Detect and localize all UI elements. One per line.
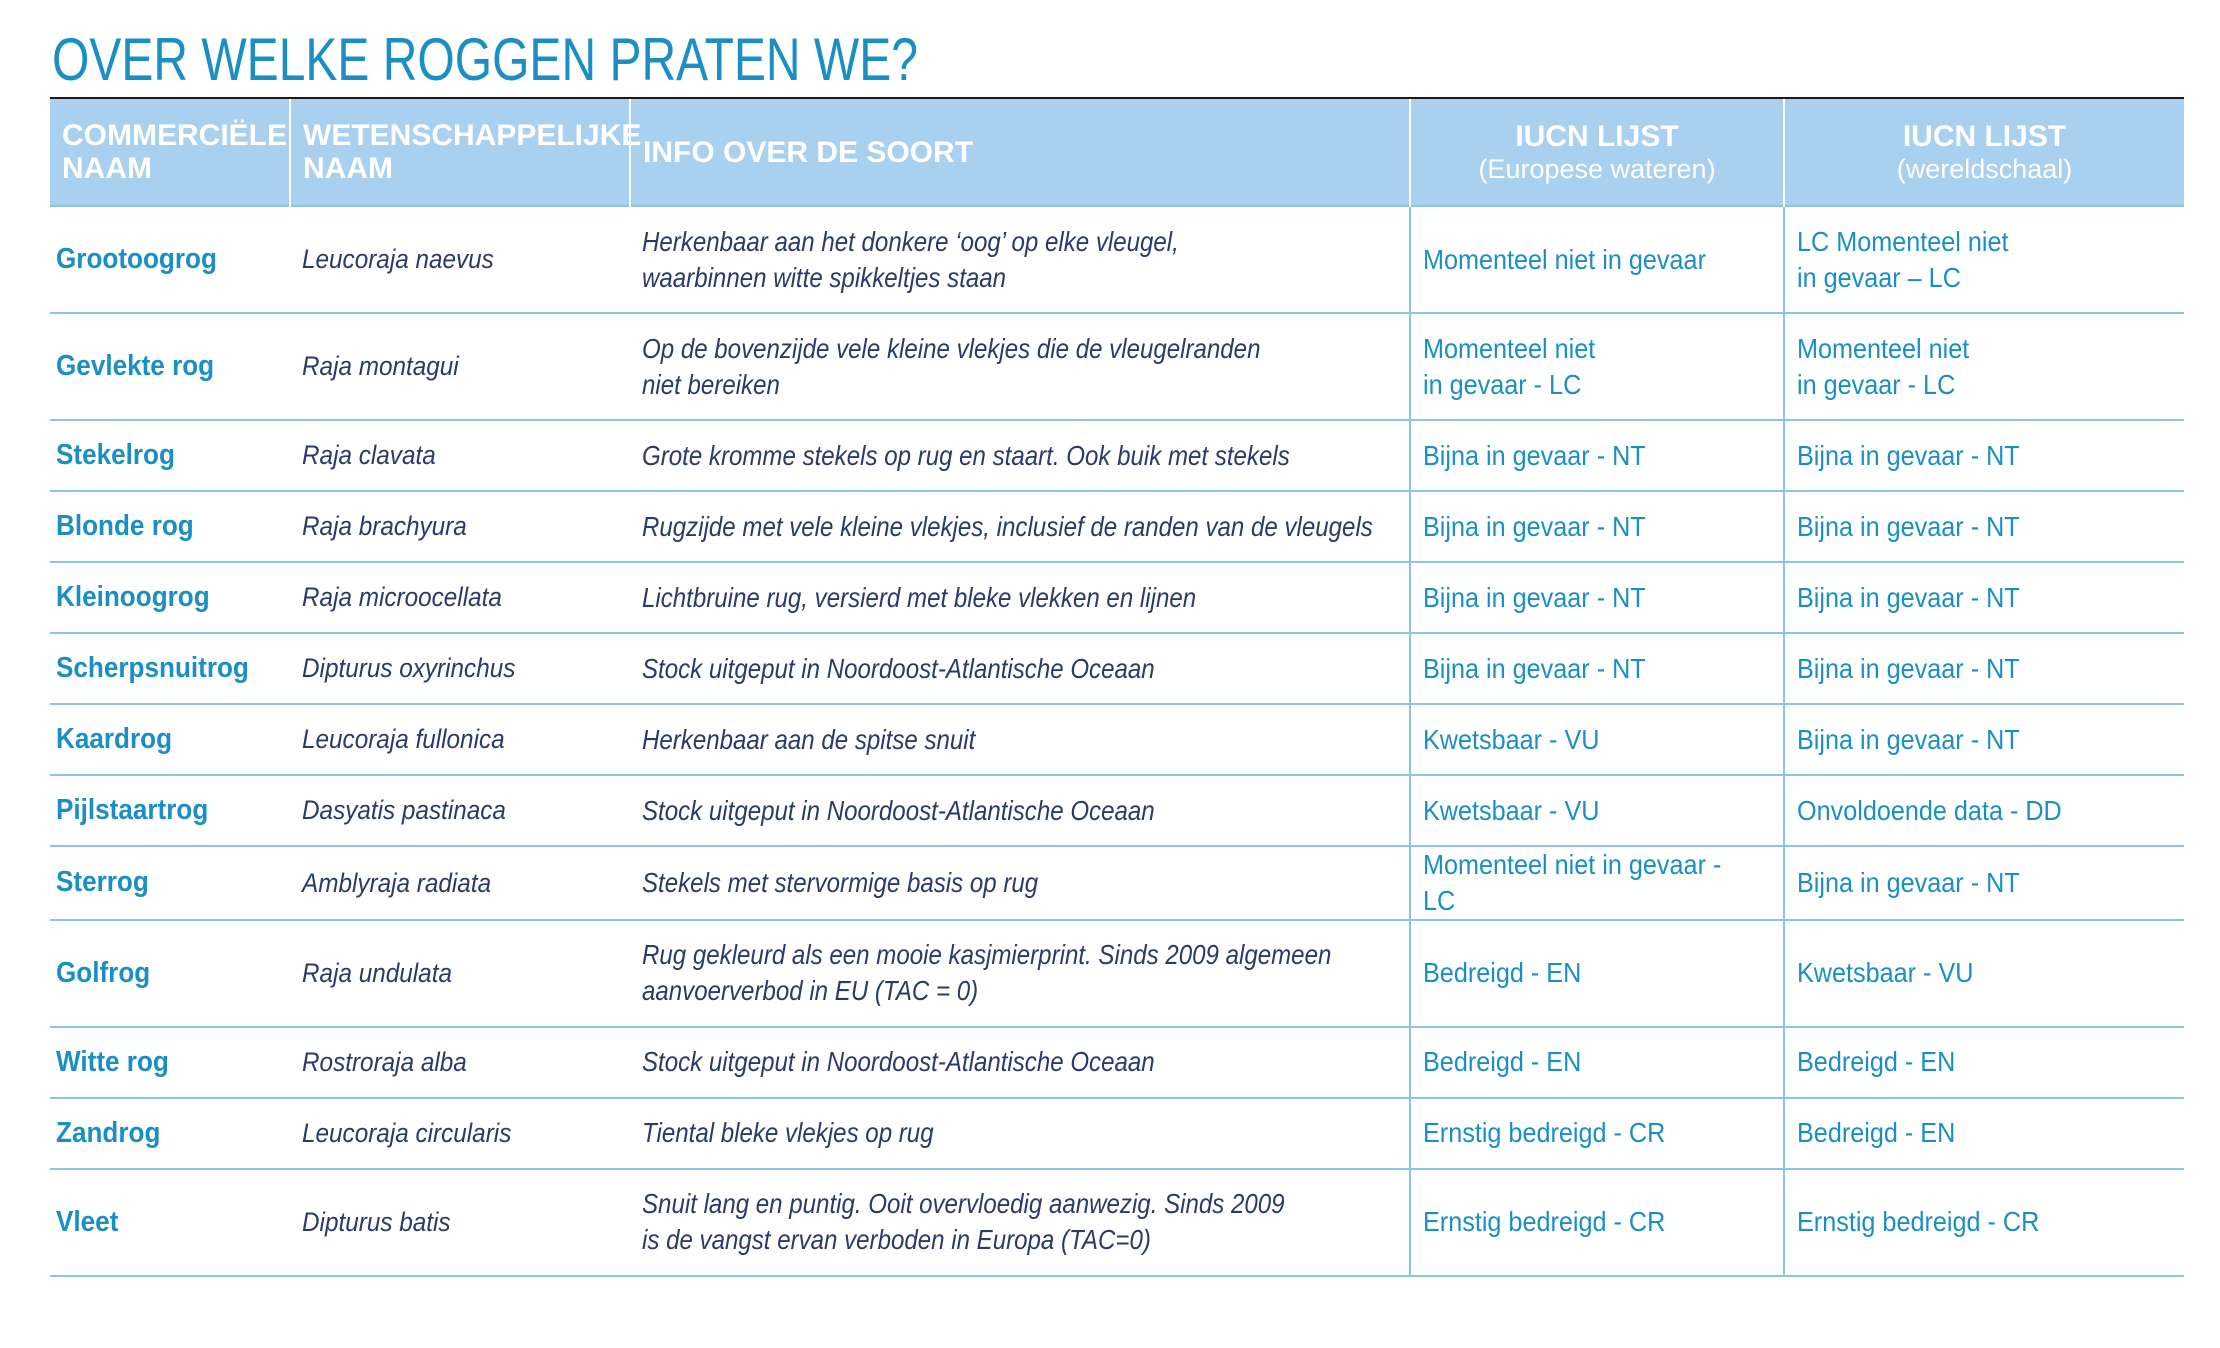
table-row (50, 206, 2184, 313)
iucn-world-cell (1784, 1098, 2184, 1169)
iucn-world-cell-text: Bijna in gevaar - NT (1797, 866, 2020, 898)
iucn-world-cell-text: Onvoldoende data - DD (1797, 794, 2062, 826)
iucn-europe-cell (1410, 1169, 1784, 1276)
header-species-info: INFO OVER DE SOORT (630, 99, 1410, 206)
commercial-name-cell (50, 633, 290, 704)
species-info-cell (630, 633, 1410, 704)
table-row (50, 704, 2184, 775)
species-info-cell (630, 491, 1410, 562)
iucn-world-cell (1784, 704, 2184, 775)
header-scientific-name: WETENSCHAPPELIJKE NAAM (290, 99, 630, 206)
commercial-name-cell (50, 1169, 290, 1276)
iucn-europe-cell (1410, 313, 1784, 420)
species-table (50, 99, 2184, 1277)
species-info-cell-text: Tiental bleke vlekjes op rug (642, 1117, 934, 1149)
iucn-europe-cell-text: Kwetsbaar - VU (1423, 794, 1600, 826)
commercial-name-cell (50, 562, 290, 633)
commercial-name-cell (50, 920, 290, 1027)
scientific-name-cell (290, 920, 630, 1027)
scientific-name-cell-text: Leucoraja fullonica (302, 724, 505, 755)
iucn-world-cell-text: Bijna in gevaar - NT (1797, 439, 2020, 471)
commercial-name-cell-text: Stekelrog (56, 438, 175, 471)
species-info-cell (630, 920, 1410, 1027)
species-info-cell (630, 206, 1410, 313)
iucn-world-cell (1784, 206, 2184, 313)
commercial-name-cell-text: Sterrog (56, 866, 149, 899)
iucn-europe-cell-text: Kwetsbaar - VU (1423, 723, 1600, 755)
table-row (50, 920, 2184, 1027)
species-info-cell (630, 1169, 1410, 1276)
table-row (50, 775, 2184, 846)
iucn-europe-cell-text: Bijna in gevaar - NT (1423, 581, 1646, 613)
scientific-name-cell-text: Leucoraja circularis (302, 1117, 512, 1148)
scientific-name-cell (290, 704, 630, 775)
commercial-name-cell-text: Kleinoogrog (56, 580, 210, 613)
iucn-europe-cell (1410, 1027, 1784, 1098)
iucn-europe-cell-text: Bedreigd - EN (1423, 957, 1582, 989)
scientific-name-cell (290, 206, 630, 313)
table-row (50, 1098, 2184, 1169)
commercial-name-cell (50, 775, 290, 846)
species-info-cell (630, 420, 1410, 491)
commercial-name-cell (50, 704, 290, 775)
species-info-cell-text: Grote kromme stekels op rug en staart. Ook buik met stekels (642, 439, 1290, 471)
table-row (50, 420, 2184, 491)
iucn-world-cell (1784, 491, 2184, 562)
scientific-name-cell-text: Dipturus batis (302, 1206, 451, 1237)
iucn-world-cell (1784, 1169, 2184, 1276)
scientific-name-cell (290, 313, 630, 420)
iucn-europe-cell (1410, 704, 1784, 775)
species-info-cell-text: Stock uitgeput in Noordoost-Atlantische Oceaan (642, 652, 1155, 684)
species-info-cell-text: Herkenbaar aan het donkere ‘oog’ op elke vleugel, waarbinnen witte spikkeltjes staan (642, 225, 1179, 293)
scientific-name-cell-text: Leucoraja naevus (302, 244, 494, 275)
commercial-name-cell (50, 1027, 290, 1098)
scientific-name-cell-text: Amblyraja radiata (302, 867, 492, 898)
commercial-name-cell-text: Gevlekte rog (56, 349, 215, 382)
species-info-cell-text: Rug gekleurd als een mooie kasjmierprint. Sinds 2009 algemeen aanvoerverbod in EU (TAC = 0) (642, 939, 1332, 1007)
species-info-cell (630, 313, 1410, 420)
scientific-name-cell (290, 775, 630, 846)
species-info-cell (630, 562, 1410, 633)
table-row (50, 491, 2184, 562)
iucn-europe-cell (1410, 491, 1784, 562)
commercial-name-cell-text: Grootoogrog (56, 242, 217, 275)
header-iucn-europe: IUCN LIJST (Europese wateren) (1410, 99, 1784, 206)
species-info-cell-text: Rugzijde met vele kleine vlekjes, inclusief de randen van de vleugels (642, 510, 1373, 542)
iucn-europe-cell (1410, 420, 1784, 491)
scientific-name-cell (290, 420, 630, 491)
iucn-world-cell-text: Bijna in gevaar - NT (1797, 652, 2020, 684)
scientific-name-cell-text: Dipturus oxyrinchus (302, 653, 516, 684)
species-info-cell-text: Snuit lang en puntig. Ooit overvloedig aanwezig. Sinds 2009 is de vangst ervan verboden in Europa (TAC=0) (642, 1188, 1285, 1256)
scientific-name-cell-text: Raja undulata (302, 957, 452, 988)
scientific-name-cell-text: Dasyatis pastinaca (302, 795, 506, 826)
iucn-europe-cell (1410, 775, 1784, 846)
species-info-cell-text: Herkenbaar aan de spitse snuit (642, 723, 976, 755)
iucn-europe-cell-text: Bijna in gevaar - NT (1423, 652, 1646, 684)
iucn-europe-cell (1410, 846, 1784, 920)
table-row (50, 313, 2184, 420)
iucn-europe-cell-text: Bijna in gevaar - NT (1423, 439, 1646, 471)
species-info-cell (630, 1098, 1410, 1169)
header-iucn-europe-sub: (Europese wateren) (1478, 153, 1716, 184)
table-row (50, 1027, 2184, 1098)
commercial-name-cell (50, 1098, 290, 1169)
iucn-world-cell-text: Bijna in gevaar - NT (1797, 510, 2020, 542)
commercial-name-cell (50, 491, 290, 562)
species-info-cell (630, 775, 1410, 846)
iucn-europe-cell (1410, 206, 1784, 313)
species-info-cell-text: Lichtbruine rug, versierd met bleke vlekken en lijnen (642, 581, 1197, 613)
iucn-europe-cell (1410, 633, 1784, 704)
scientific-name-cell-text: Rostroraja alba (302, 1046, 467, 1077)
scientific-name-cell (290, 562, 630, 633)
iucn-world-cell-text: Bijna in gevaar - NT (1797, 723, 2020, 755)
scientific-name-cell-text: Raja microocellata (302, 582, 502, 613)
commercial-name-cell (50, 846, 290, 920)
iucn-europe-cell-text: Momenteel niet in gevaar - LC (1423, 849, 1722, 916)
header-iucn-world: IUCN LIJST (wereldschaal) (1784, 99, 2184, 206)
scientific-name-cell (290, 846, 630, 920)
species-info-cell-text: Stock uitgeput in Noordoost-Atlantische Oceaan (642, 794, 1155, 826)
iucn-world-cell (1784, 313, 2184, 420)
iucn-world-cell-text: Momenteel niet in gevaar - LC (1797, 332, 1970, 400)
scientific-name-cell (290, 491, 630, 562)
header-commercial-name: COMMERCIËLE NAAM (50, 99, 290, 206)
scientific-name-cell-text: Raja clavata (302, 440, 436, 471)
commercial-name-cell-text: Blonde rog (56, 509, 194, 542)
commercial-name-cell-text: Golfrog (56, 956, 151, 989)
iucn-world-cell-text: Bedreigd - EN (1797, 1046, 1956, 1078)
iucn-europe-cell-text: Bedreigd - EN (1423, 1046, 1582, 1078)
scientific-name-cell (290, 633, 630, 704)
commercial-name-cell (50, 420, 290, 491)
iucn-world-cell (1784, 1027, 2184, 1098)
commercial-name-cell-text: Zandrog (56, 1116, 161, 1149)
table-row (50, 846, 2184, 920)
commercial-name-cell-text: Kaardrog (56, 722, 173, 755)
iucn-europe-cell (1410, 562, 1784, 633)
iucn-europe-cell (1410, 1098, 1784, 1169)
commercial-name-cell (50, 206, 290, 313)
iucn-world-cell (1784, 846, 2184, 920)
iucn-europe-cell-text: Ernstig bedreigd - CR (1423, 1206, 1666, 1238)
scientific-name-cell (290, 1027, 630, 1098)
iucn-europe-cell-text: Momenteel niet in gevaar - LC (1423, 332, 1596, 400)
iucn-europe-cell-text: Ernstig bedreigd - CR (1423, 1117, 1666, 1149)
commercial-name-cell (50, 313, 290, 420)
iucn-world-cell (1784, 775, 2184, 846)
iucn-europe-cell (1410, 920, 1784, 1027)
page-title: OVER WELKE ROGGEN PRATEN WE? (52, 26, 918, 93)
iucn-world-cell (1784, 562, 2184, 633)
commercial-name-cell-text: Scherpsnuitrog (56, 651, 249, 684)
iucn-world-cell-text: Ernstig bedreigd - CR (1797, 1206, 2040, 1238)
commercial-name-cell-text: Pijlstaartrog (56, 793, 209, 826)
scientific-name-cell-text: Raja montagui (302, 351, 459, 382)
iucn-world-cell-text: Bedreigd - EN (1797, 1117, 1956, 1149)
species-info-cell-text: Stock uitgeput in Noordoost-Atlantische Oceaan (642, 1046, 1155, 1078)
table-row (50, 633, 2184, 704)
iucn-world-cell (1784, 633, 2184, 704)
iucn-world-cell-text: Bijna in gevaar - NT (1797, 581, 2020, 613)
scientific-name-cell (290, 1098, 630, 1169)
iucn-world-cell-text: LC Momenteel niet in gevaar – LC (1797, 225, 2009, 293)
species-info-cell (630, 846, 1410, 920)
iucn-europe-cell-text: Momenteel niet in gevaar (1423, 243, 1706, 275)
species-info-cell (630, 1027, 1410, 1098)
iucn-world-cell-text: Kwetsbaar - VU (1797, 957, 1974, 989)
iucn-world-cell (1784, 920, 2184, 1027)
header-iucn-world-sub: (wereldschaal) (1896, 153, 2073, 184)
iucn-world-cell (1784, 420, 2184, 491)
scientific-name-cell-text: Raja brachyura (302, 511, 467, 542)
commercial-name-cell-text: Vleet (56, 1205, 119, 1238)
iucn-europe-cell-text: Bijna in gevaar - NT (1423, 510, 1646, 542)
table-header-row (50, 99, 2184, 206)
species-info-cell-text: Stekels met stervormige basis op rug (642, 866, 1039, 898)
commercial-name-cell-text: Witte rog (56, 1045, 169, 1078)
species-info-cell (630, 704, 1410, 775)
scientific-name-cell (290, 1169, 630, 1276)
table-row (50, 1169, 2184, 1276)
table-row (50, 562, 2184, 633)
species-info-cell-text: Op de bovenzijde vele kleine vlekjes die de vleugelranden niet bereiken (642, 332, 1261, 400)
